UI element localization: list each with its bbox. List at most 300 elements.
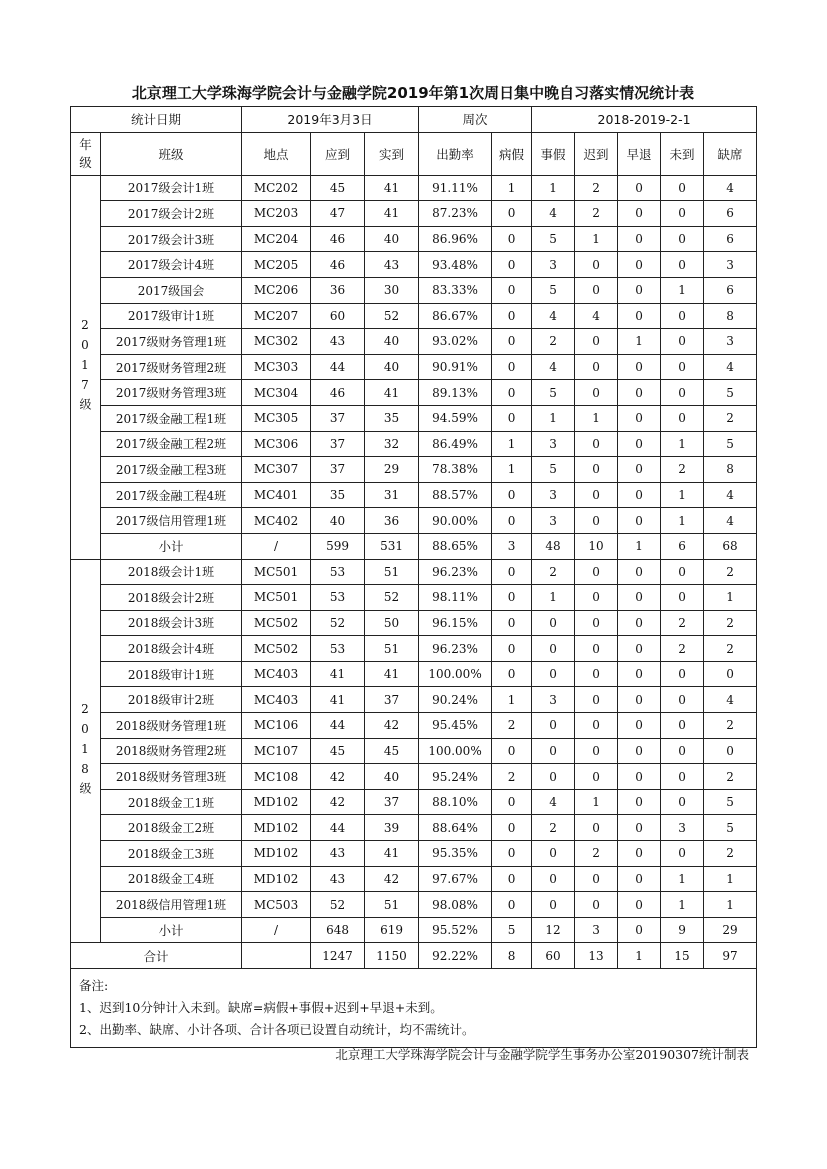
- table-row: [71, 866, 757, 892]
- table-cell: 0: [575, 815, 618, 841]
- subtotal-cell: 10: [575, 533, 618, 559]
- table-cell: MC205: [242, 252, 311, 278]
- table-cell: 3: [704, 252, 757, 278]
- table-cell: 6: [704, 226, 757, 252]
- table-cell: 0: [661, 380, 704, 406]
- table-cell: 0: [661, 175, 704, 201]
- table-cell: 29: [365, 457, 419, 483]
- column-header-location: 地点: [242, 132, 311, 175]
- table-cell: 0: [492, 354, 532, 380]
- table-cell: 96.15%: [419, 610, 492, 636]
- table-cell: 0: [575, 738, 618, 764]
- table-cell: MC306: [242, 431, 311, 457]
- table-cell: MC202: [242, 175, 311, 201]
- table-cell: 0: [618, 892, 661, 918]
- table-cell: 0: [618, 815, 661, 841]
- table-cell: MD102: [242, 815, 311, 841]
- total-cell: [242, 943, 311, 969]
- table-cell: 86.49%: [419, 431, 492, 457]
- table-cell: 60: [311, 303, 365, 329]
- table-cell: 2: [575, 175, 618, 201]
- column-header-attendance-rate: 出勤率: [419, 132, 492, 175]
- table-cell: 95.45%: [419, 713, 492, 739]
- table-cell: 0: [618, 431, 661, 457]
- table-cell: 45: [365, 738, 419, 764]
- table-cell: 1: [661, 277, 704, 303]
- table-cell: 4: [704, 175, 757, 201]
- table-cell: 2: [532, 329, 575, 355]
- table-cell: 37: [365, 687, 419, 713]
- table-cell: 4: [704, 354, 757, 380]
- table-cell: 43: [311, 329, 365, 355]
- table-cell: 2: [575, 201, 618, 227]
- table-cell: 37: [311, 457, 365, 483]
- table-cell: 44: [311, 713, 365, 739]
- table-cell: 89.13%: [419, 380, 492, 406]
- table-row: [71, 636, 757, 662]
- table-cell: 0: [575, 687, 618, 713]
- subtotal-cell: 29: [704, 917, 757, 943]
- table-row: [71, 713, 757, 739]
- table-cell: MC501: [242, 559, 311, 585]
- table-cell: 98.11%: [419, 585, 492, 611]
- table-cell: 93.02%: [419, 329, 492, 355]
- table-cell: 0: [492, 252, 532, 278]
- table-cell: MD102: [242, 841, 311, 867]
- total-cell: 1: [618, 943, 661, 969]
- table-cell: 2017级信用管理1班: [101, 508, 242, 534]
- week-value: 2018-2019-2-1: [532, 107, 757, 133]
- page-title: 北京理工大学珠海学院会计与金融学院2019年第1次周日集中晚自习落实情况统计表: [131, 84, 695, 102]
- table-cell: MC502: [242, 610, 311, 636]
- date-label: 统计日期: [71, 107, 242, 133]
- table-cell: 0: [618, 354, 661, 380]
- table-cell: 2: [661, 457, 704, 483]
- table-row: [71, 303, 757, 329]
- table-cell: 8: [704, 303, 757, 329]
- table-cell: 0: [492, 610, 532, 636]
- table-cell: 3: [532, 431, 575, 457]
- grade-cell: 2018级: [71, 559, 101, 943]
- table-cell: 3: [532, 508, 575, 534]
- column-header-late: 迟到: [575, 132, 618, 175]
- table-cell: 46: [311, 226, 365, 252]
- table-cell: 0: [575, 585, 618, 611]
- table-row: [71, 815, 757, 841]
- subtotal-label: 小计: [101, 533, 242, 559]
- table-cell: 2018级会计2班: [101, 585, 242, 611]
- table-cell: 94.59%: [419, 405, 492, 431]
- table-cell: 2: [575, 841, 618, 867]
- table-cell: 0: [492, 866, 532, 892]
- subtotal-cell: 68: [704, 533, 757, 559]
- table-row: [71, 201, 757, 227]
- table-cell: 88.57%: [419, 482, 492, 508]
- table-cell: 40: [311, 508, 365, 534]
- table-cell: 0: [661, 559, 704, 585]
- table-cell: 2: [704, 764, 757, 790]
- table-cell: 42: [311, 764, 365, 790]
- table-cell: 2018级财务管理1班: [101, 713, 242, 739]
- notes-row: [71, 969, 757, 1048]
- table-cell: 0: [575, 329, 618, 355]
- table-cell: 0: [661, 303, 704, 329]
- column-header-present: 实到: [365, 132, 419, 175]
- column-header-not-arrived: 未到: [661, 132, 704, 175]
- table-cell: 0: [575, 610, 618, 636]
- table-cell: 46: [311, 252, 365, 278]
- table-cell: 1: [492, 175, 532, 201]
- subtotal-row: [71, 917, 757, 943]
- subtotal-cell: 3: [492, 533, 532, 559]
- table-cell: 0: [575, 636, 618, 662]
- subtotal-cell: 1: [618, 533, 661, 559]
- table-cell: 2017级审计1班: [101, 303, 242, 329]
- table-cell: 91.11%: [419, 175, 492, 201]
- note-line: 1、迟到10分钟计入未到。缺席=病假+事假+迟到+早退+未到。: [79, 1000, 443, 1015]
- table-cell: 1: [532, 585, 575, 611]
- table-cell: 0: [618, 687, 661, 713]
- table-cell: 35: [365, 405, 419, 431]
- table-cell: 0: [492, 329, 532, 355]
- table-cell: 0: [492, 226, 532, 252]
- table-cell: 2: [704, 405, 757, 431]
- table-cell: 78.38%: [419, 457, 492, 483]
- table-cell: 2017级财务管理1班: [101, 329, 242, 355]
- table-cell: 2: [704, 610, 757, 636]
- table-cell: 37: [365, 789, 419, 815]
- table-cell: MC204: [242, 226, 311, 252]
- table-cell: 36: [365, 508, 419, 534]
- table-cell: 0: [532, 713, 575, 739]
- table-row: [71, 508, 757, 534]
- table-cell: 36: [311, 277, 365, 303]
- table-cell: 0: [618, 277, 661, 303]
- table-cell: 51: [365, 636, 419, 662]
- table-cell: 5: [704, 815, 757, 841]
- table-cell: 2017级金融工程3班: [101, 457, 242, 483]
- table-cell: 2017级会计1班: [101, 175, 242, 201]
- table-cell: 5: [532, 277, 575, 303]
- table-cell: 53: [311, 559, 365, 585]
- table-cell: 0: [575, 457, 618, 483]
- table-cell: 2018级金工4班: [101, 866, 242, 892]
- table-row: [71, 585, 757, 611]
- table-cell: 2: [492, 764, 532, 790]
- subtotal-cell: 3: [575, 917, 618, 943]
- table-cell: 53: [311, 585, 365, 611]
- table-cell: 1: [661, 431, 704, 457]
- table-cell: 0: [618, 226, 661, 252]
- table-cell: 43: [365, 252, 419, 278]
- table-cell: 1: [492, 687, 532, 713]
- table-cell: 0: [618, 175, 661, 201]
- table-cell: 2018级会计3班: [101, 610, 242, 636]
- table-cell: 0: [575, 482, 618, 508]
- table-cell: 2017级会计2班: [101, 201, 242, 227]
- table-cell: 1: [661, 892, 704, 918]
- table-cell: 0: [618, 610, 661, 636]
- table-cell: 2017级金融工程4班: [101, 482, 242, 508]
- table-cell: 0: [704, 738, 757, 764]
- table-cell: 98.08%: [419, 892, 492, 918]
- table-cell: MC502: [242, 636, 311, 662]
- table-cell: 5: [532, 457, 575, 483]
- table-cell: 40: [365, 226, 419, 252]
- table-cell: 5: [704, 789, 757, 815]
- table-row: [71, 457, 757, 483]
- table-cell: MD102: [242, 789, 311, 815]
- table-cell: 0: [661, 661, 704, 687]
- table-cell: 41: [365, 380, 419, 406]
- grade-cell: 2017级: [71, 175, 101, 559]
- table-cell: 44: [311, 815, 365, 841]
- table-cell: 0: [492, 738, 532, 764]
- header-row-date: [71, 107, 757, 133]
- table-cell: 40: [365, 354, 419, 380]
- total-row: [71, 943, 757, 969]
- table-cell: 47: [311, 201, 365, 227]
- table-cell: 0: [492, 405, 532, 431]
- table-cell: 0: [704, 661, 757, 687]
- table-cell: 52: [365, 303, 419, 329]
- table-cell: 2018级会计4班: [101, 636, 242, 662]
- table-cell: 2017级国会: [101, 277, 242, 303]
- table-cell: MC106: [242, 713, 311, 739]
- table-cell: 2018级金工2班: [101, 815, 242, 841]
- table-cell: 51: [365, 559, 419, 585]
- table-cell: 0: [492, 815, 532, 841]
- table-cell: 0: [575, 713, 618, 739]
- table-cell: 4: [704, 508, 757, 534]
- table-cell: 0: [661, 841, 704, 867]
- table-cell: MC302: [242, 329, 311, 355]
- table-cell: 0: [618, 303, 661, 329]
- table-row: [71, 687, 757, 713]
- table-cell: 0: [575, 252, 618, 278]
- table-cell: 0: [532, 738, 575, 764]
- table-cell: 0: [575, 866, 618, 892]
- table-cell: 0: [618, 764, 661, 790]
- table-cell: 95.24%: [419, 764, 492, 790]
- table-cell: 0: [618, 405, 661, 431]
- table-cell: 30: [365, 277, 419, 303]
- table-row: [71, 610, 757, 636]
- table-cell: 1: [492, 431, 532, 457]
- total-cell: 15: [661, 943, 704, 969]
- table-cell: 40: [365, 329, 419, 355]
- table-cell: 96.23%: [419, 636, 492, 662]
- total-cell: 1247: [311, 943, 365, 969]
- table-cell: 0: [661, 329, 704, 355]
- table-row: [71, 789, 757, 815]
- table-cell: MC401: [242, 482, 311, 508]
- table-cell: 5: [704, 431, 757, 457]
- table-cell: 50: [365, 610, 419, 636]
- table-cell: 83.33%: [419, 277, 492, 303]
- table-cell: 37: [311, 405, 365, 431]
- table-cell: 2: [661, 610, 704, 636]
- table-cell: 0: [492, 482, 532, 508]
- table-cell: 39: [365, 815, 419, 841]
- table-cell: 0: [618, 841, 661, 867]
- table-cell: 40: [365, 764, 419, 790]
- column-header-left-early: 早退: [618, 132, 661, 175]
- table-cell: 5: [532, 226, 575, 252]
- table-cell: 2: [704, 713, 757, 739]
- subtotal-cell: 0: [618, 917, 661, 943]
- table-cell: 0: [575, 661, 618, 687]
- subtotal-cell: 48: [532, 533, 575, 559]
- table-cell: 1: [492, 457, 532, 483]
- subtotal-cell: 88.65%: [419, 533, 492, 559]
- table-cell: 1: [618, 329, 661, 355]
- table-row: [71, 252, 757, 278]
- table-row: [71, 277, 757, 303]
- table-cell: 0: [661, 405, 704, 431]
- table-cell: 0: [532, 764, 575, 790]
- total-cell: 92.22%: [419, 943, 492, 969]
- table-cell: 53: [311, 636, 365, 662]
- table-cell: 41: [365, 201, 419, 227]
- total-cell: 60: [532, 943, 575, 969]
- table-cell: 2: [532, 815, 575, 841]
- table-cell: 97.67%: [419, 866, 492, 892]
- table-cell: MC108: [242, 764, 311, 790]
- table-cell: 3: [532, 687, 575, 713]
- table-cell: 2018级金工3班: [101, 841, 242, 867]
- table-cell: MC203: [242, 201, 311, 227]
- table-cell: 0: [492, 380, 532, 406]
- table-cell: MC303: [242, 354, 311, 380]
- table-row: [71, 482, 757, 508]
- table-cell: 43: [311, 866, 365, 892]
- table-row: [71, 380, 757, 406]
- column-header-grade: 年级: [71, 132, 101, 175]
- subtotal-cell: /: [242, 917, 311, 943]
- table-cell: 0: [618, 738, 661, 764]
- table-row: [71, 405, 757, 431]
- subtotal-cell: 619: [365, 917, 419, 943]
- table-cell: 31: [365, 482, 419, 508]
- header-row-columns: [71, 132, 757, 175]
- table-row: [71, 764, 757, 790]
- total-cell: 97: [704, 943, 757, 969]
- table-cell: 88.10%: [419, 789, 492, 815]
- table-cell: 52: [311, 892, 365, 918]
- table-cell: 1: [661, 508, 704, 534]
- table-cell: 3: [704, 329, 757, 355]
- table-cell: 35: [311, 482, 365, 508]
- table-cell: 2017级会计4班: [101, 252, 242, 278]
- table-cell: 0: [618, 457, 661, 483]
- total-cell: 13: [575, 943, 618, 969]
- table-cell: 2018级会计1班: [101, 559, 242, 585]
- table-cell: 0: [618, 636, 661, 662]
- note-line: 2、出勤率、缺席、小计各项、合计各项已设置自动统计，均不需统计。: [79, 1022, 475, 1037]
- table-cell: 2: [704, 841, 757, 867]
- table-cell: 45: [311, 738, 365, 764]
- table-cell: 0: [575, 559, 618, 585]
- table-cell: 1: [704, 866, 757, 892]
- table-cell: 0: [492, 201, 532, 227]
- table-cell: 4: [532, 303, 575, 329]
- table-cell: 86.96%: [419, 226, 492, 252]
- table-cell: 100.00%: [419, 738, 492, 764]
- table-cell: 0: [532, 661, 575, 687]
- table-cell: 42: [311, 789, 365, 815]
- table-cell: 1: [575, 789, 618, 815]
- table-cell: 0: [618, 866, 661, 892]
- table-cell: 0: [618, 508, 661, 534]
- table-cell: 2018级金工1班: [101, 789, 242, 815]
- table-cell: 0: [492, 789, 532, 815]
- subtotal-cell: 531: [365, 533, 419, 559]
- table-cell: 1: [704, 892, 757, 918]
- table-cell: 0: [492, 636, 532, 662]
- table-cell: 5: [704, 380, 757, 406]
- total-cell: 1150: [365, 943, 419, 969]
- table-cell: 90.24%: [419, 687, 492, 713]
- table-cell: 51: [365, 892, 419, 918]
- table-cell: 5: [532, 380, 575, 406]
- table-cell: 0: [575, 354, 618, 380]
- table-cell: 88.64%: [419, 815, 492, 841]
- table-cell: 43: [311, 841, 365, 867]
- table-row: [71, 661, 757, 687]
- table-cell: 0: [618, 482, 661, 508]
- table-cell: 2: [661, 636, 704, 662]
- table-cell: 2018级财务管理2班: [101, 738, 242, 764]
- column-header-sick-leave: 病假: [492, 132, 532, 175]
- table-cell: 41: [311, 687, 365, 713]
- table-row: [71, 226, 757, 252]
- table-cell: 42: [365, 866, 419, 892]
- subtotal-row: [71, 533, 757, 559]
- attendance-table: [70, 106, 757, 1048]
- table-cell: 0: [661, 687, 704, 713]
- table-cell: 0: [618, 201, 661, 227]
- table-cell: 4: [532, 201, 575, 227]
- column-header-absent: 缺席: [704, 132, 757, 175]
- table-cell: 0: [532, 841, 575, 867]
- table-cell: 96.23%: [419, 559, 492, 585]
- column-header-class: 班级: [101, 132, 242, 175]
- footer-signature: 北京理工大学珠海学院会计与金融学院学生事务办公室20190307统计制表: [335, 1047, 749, 1062]
- table-cell: 0: [532, 610, 575, 636]
- table-cell: 0: [532, 866, 575, 892]
- table-cell: 4: [704, 687, 757, 713]
- table-cell: 0: [575, 277, 618, 303]
- date-value: 2019年3月3日: [242, 107, 419, 133]
- table-cell: 1: [575, 226, 618, 252]
- table-cell: 0: [661, 354, 704, 380]
- table-cell: 0: [532, 636, 575, 662]
- table-cell: 2: [704, 636, 757, 662]
- table-cell: 2018级审计2班: [101, 687, 242, 713]
- table-cell: 0: [661, 713, 704, 739]
- table-cell: 0: [618, 585, 661, 611]
- table-cell: 2017级金融工程2班: [101, 431, 242, 457]
- table-cell: 0: [661, 789, 704, 815]
- subtotal-cell: 6: [661, 533, 704, 559]
- table-cell: 87.23%: [419, 201, 492, 227]
- table-row: [71, 738, 757, 764]
- table-cell: 100.00%: [419, 661, 492, 687]
- table-cell: 32: [365, 431, 419, 457]
- table-cell: 0: [492, 661, 532, 687]
- table-cell: 86.67%: [419, 303, 492, 329]
